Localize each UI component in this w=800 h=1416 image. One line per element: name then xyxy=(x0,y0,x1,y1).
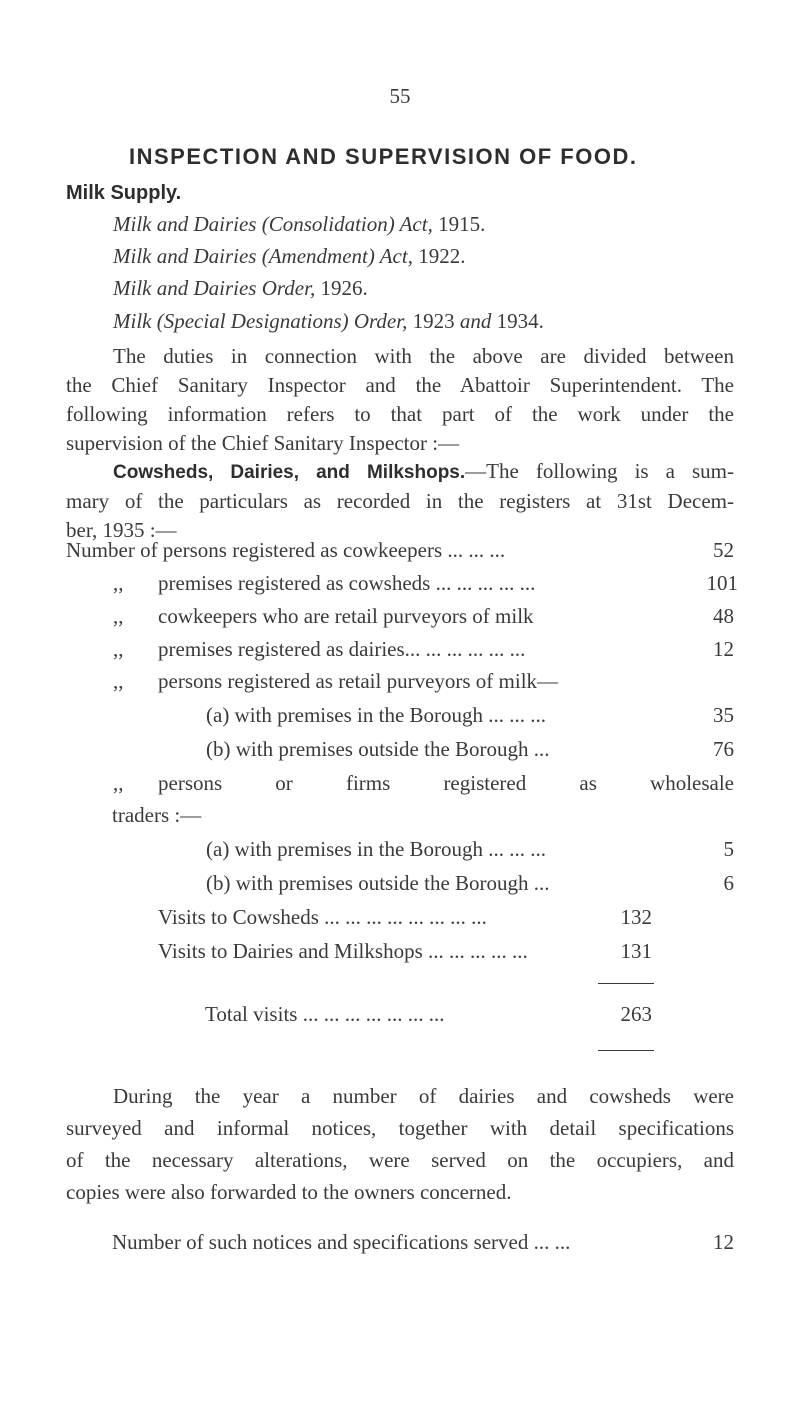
act-1922: Milk and Dairies (Amendment) Act, 1922. xyxy=(113,244,466,268)
total-rule-bottom xyxy=(598,1050,654,1051)
cowsheds-run-in-heading: Cowsheds, Dairies, and Milkshops. xyxy=(113,462,466,483)
act-1915: Milk and Dairies (Consolidation) Act, 1915. xyxy=(113,212,486,236)
section-heading: INSPECTION AND SUPERVISION OF FOOD. xyxy=(129,144,638,169)
surveys-paragraph: During the year a number of dairies and cowsheds were surveyed and informal notices, together with detail specifications of the necessary alterations, were served on the occupiers, and copies were also forwarded to the owners concerned. xyxy=(66,1084,734,1204)
register-row-traders: traders :— xyxy=(112,803,202,827)
order-1926: Milk and Dairies Order, 1926. xyxy=(113,276,368,300)
milk-supply-subheading: Milk Supply. xyxy=(66,182,182,204)
register-row-wholesale: ,, persons or firms registered as wholesale xyxy=(113,771,734,795)
page-number: 55 xyxy=(389,84,411,108)
intro-paragraph: The duties in connection with the above are divided between the Chief Sanitary Inspector and the Abattoir Superintendent. The following information refers to that part of the work under the supervision of the Chief Sanitary Inspector :— xyxy=(66,344,734,455)
cowsheds-paragraph: Cowsheds, Dairies, and Milkshops.—The following is a sum- mary of the particulars as recorded in the registers at 31st Decem- ber, 1935 :— xyxy=(66,459,734,542)
order-special-designations: Milk (Special Designations) Order, 1923 and 1934. xyxy=(113,309,544,333)
total-rule-top xyxy=(598,983,654,984)
